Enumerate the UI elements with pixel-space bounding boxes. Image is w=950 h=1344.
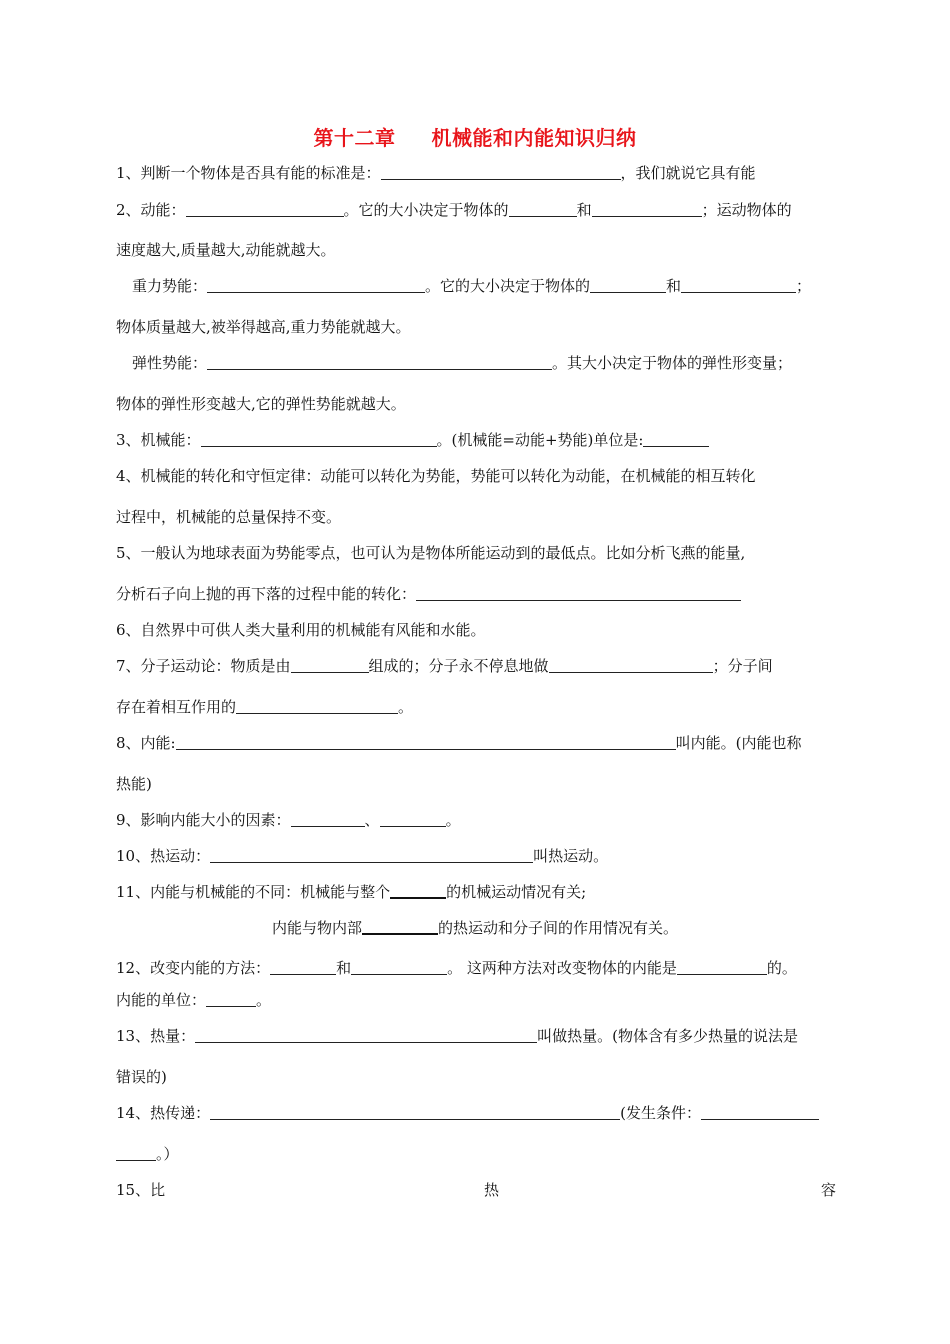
item-6: 6、自然界中可供人类大量利用的机械能有风能和水能。 [116,621,486,639]
blank-field[interactable] [291,657,369,673]
item-elastic-cont: 物体的弹性形变越大,它的弹性势能就越大。 [116,395,406,413]
blank-field[interactable] [206,991,256,1007]
item-8-cont: 热能) [116,775,152,793]
blank-field[interactable] [207,354,552,370]
item-14: 14、热传递： (发生条件： [116,1103,819,1123]
item-10: 10、热运动： 叫热运动。 [116,847,609,865]
blank-field[interactable] [380,811,446,827]
blank-field[interactable] [381,164,621,180]
item-5: 5、一般认为地球表面为势能零点，也可认为是物体所能运动到的最低点。比如分析飞燕的能量, [116,544,746,562]
blank-field[interactable] [270,959,336,975]
item-3: 3、机械能： 。(机械能=动能+势能)单位是: [116,430,709,450]
blank-field[interactable] [416,585,741,601]
item-2: 2、动能： 。它的大小决定于物体的 和 ；运动物体的 [116,201,792,219]
blank-field[interactable] [207,277,425,293]
blank-field[interactable] [362,918,438,935]
item-elastic-potential: 弹性势能： 。其大小决定于物体的弹性形变量； [132,354,793,372]
blank-field[interactable] [677,959,767,975]
item-11-cont: 内能与物内部 的热运动和分子间的作用情况有关。 [271,919,679,937]
item-2-cont: 速度越大,质量越大,动能就越大。 [116,241,336,259]
blank-field[interactable] [549,657,713,673]
item-5-cont: 分析石子向上抛的再下落的过程中能的转化： [116,584,741,604]
item-15: 15、比 热 容 [116,1181,836,1199]
blank-field[interactable] [186,201,344,217]
blank-field[interactable] [643,431,709,447]
blank-field[interactable] [351,959,447,975]
item-9: 9、影响内能大小的因素： 、 。 [116,811,461,829]
item-14-cont: 。） [116,1144,179,1164]
item-gravity-potential: 重力势能： 。它的大小决定于物体的 和 ； [132,277,812,295]
blank-field[interactable] [509,201,577,217]
blank-field[interactable] [176,734,676,750]
blank-field[interactable] [236,698,398,714]
page-title [0,122,950,151]
item-7-cont: 存在着相互作用的 。 [116,698,414,716]
blank-field[interactable] [390,882,446,899]
blank-field[interactable] [681,277,796,293]
item-4-cont: 过程中，机械能的总量保持不变。 [116,508,342,526]
blank-field[interactable] [291,811,365,827]
item-13: 13、热量： 叫做热量。(物体含有多少热量的说法是 [116,1027,798,1045]
item-12-cont: 内能的单位： 。 [116,991,272,1009]
blank-field[interactable] [116,1145,156,1161]
item-8: 8、内能: 叫内能。(内能也称 [116,734,802,752]
item-gravity-cont: 物体质量越大,被举得越高,重力势能就越大。 [116,318,411,336]
blank-field[interactable] [201,431,437,447]
blank-field[interactable] [592,201,702,217]
item-11: 11、内能与机械能的不同：机械能与整个 的机械运动情况有关; [116,883,587,901]
blank-field[interactable] [590,277,666,293]
blank-field[interactable] [701,1104,819,1120]
item-12: 12、改变内能的方法： 和 。 这两种方法对改变物体的内能是 的。 [116,959,797,977]
item-1: 1、判断一个物体是否具有能的标准是： ，我们就说它具有能 [116,164,756,182]
item-7: 7、分子运动论：物质是由 组成的；分子永不停息地做 ；分子间 [116,657,773,675]
chapter-topic: 机械能和内能知识归纳 [431,126,637,150]
blank-field[interactable] [210,1104,620,1120]
blank-field[interactable] [195,1027,537,1043]
chapter-label: 第十二章 [313,126,396,150]
item-13-cont: 错误的) [116,1068,167,1086]
blank-field[interactable] [210,847,533,863]
item-4: 4、机械能的转化和守恒定律：动能可以转化为势能，势能可以转化为动能，在机械能的相互转化 [116,467,756,485]
